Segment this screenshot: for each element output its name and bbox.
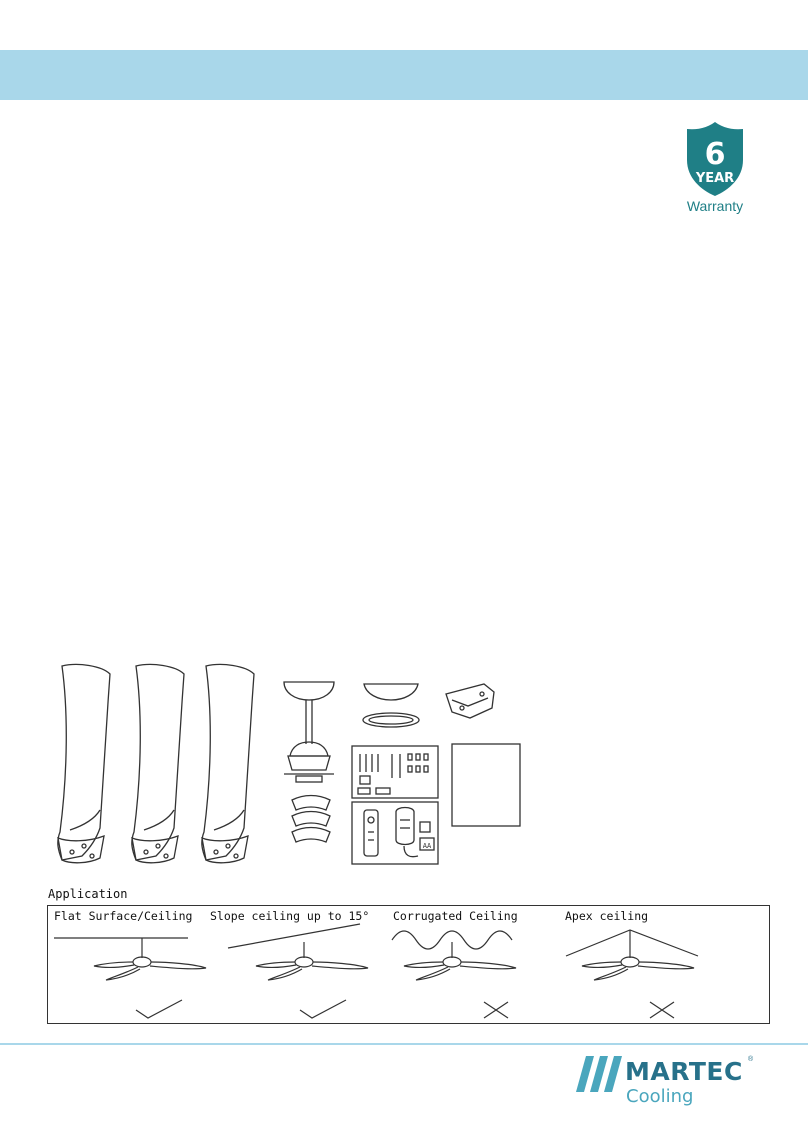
blade-bracket-icon bbox=[292, 796, 330, 843]
application-label-slope: Slope ceiling up to 15° bbox=[210, 909, 370, 923]
mounting-bracket-icon bbox=[446, 684, 494, 718]
warranty-years: 6 bbox=[704, 137, 726, 172]
slope-ceiling-line bbox=[228, 924, 360, 948]
cross-icon bbox=[484, 1002, 508, 1018]
shield-icon bbox=[681, 120, 749, 198]
fan-blade-icon bbox=[132, 664, 184, 862]
ceiling-fan-icon bbox=[582, 930, 694, 980]
application-label-flat: Flat Surface/Ceiling bbox=[54, 909, 193, 923]
fan-blade-icon bbox=[58, 664, 110, 862]
warranty-unit: YEAR bbox=[695, 171, 735, 186]
checkmark-icon bbox=[300, 1000, 346, 1018]
brand-stripes-icon bbox=[576, 1056, 624, 1096]
fan-blade-icon bbox=[202, 664, 254, 862]
apex-ceiling-line bbox=[566, 930, 698, 956]
parts-illustration bbox=[48, 660, 548, 875]
ceiling-fan-icon bbox=[94, 938, 206, 980]
warranty-label: Warranty bbox=[686, 198, 744, 214]
brand-registered: ® bbox=[748, 1056, 754, 1063]
application-title: Application bbox=[48, 887, 128, 901]
application-label-apex: Apex ceiling bbox=[565, 909, 649, 923]
hardware-pack-icon bbox=[352, 746, 438, 798]
light-cover-icon bbox=[363, 684, 419, 727]
footer-line bbox=[0, 1043, 808, 1045]
brand-subtitle: Cooling bbox=[626, 1086, 694, 1107]
motor-assembly-icon bbox=[284, 682, 334, 782]
remote-receiver-icon bbox=[352, 802, 438, 864]
brand-name: MARTEC bbox=[625, 1057, 743, 1086]
ceiling-fan-icon bbox=[404, 942, 516, 980]
application-label-corrugated: Corrugated Ceiling bbox=[393, 909, 518, 923]
warranty-badge bbox=[681, 120, 749, 220]
manual-icon bbox=[452, 744, 520, 826]
battery-label: AA bbox=[422, 842, 432, 850]
brand-logo bbox=[576, 1054, 756, 1114]
cross-icon bbox=[650, 1002, 674, 1018]
ceiling-fan-icon bbox=[256, 942, 368, 980]
header-band bbox=[0, 50, 808, 100]
application-panel bbox=[47, 905, 770, 1024]
checkmark-icon bbox=[136, 1000, 182, 1018]
